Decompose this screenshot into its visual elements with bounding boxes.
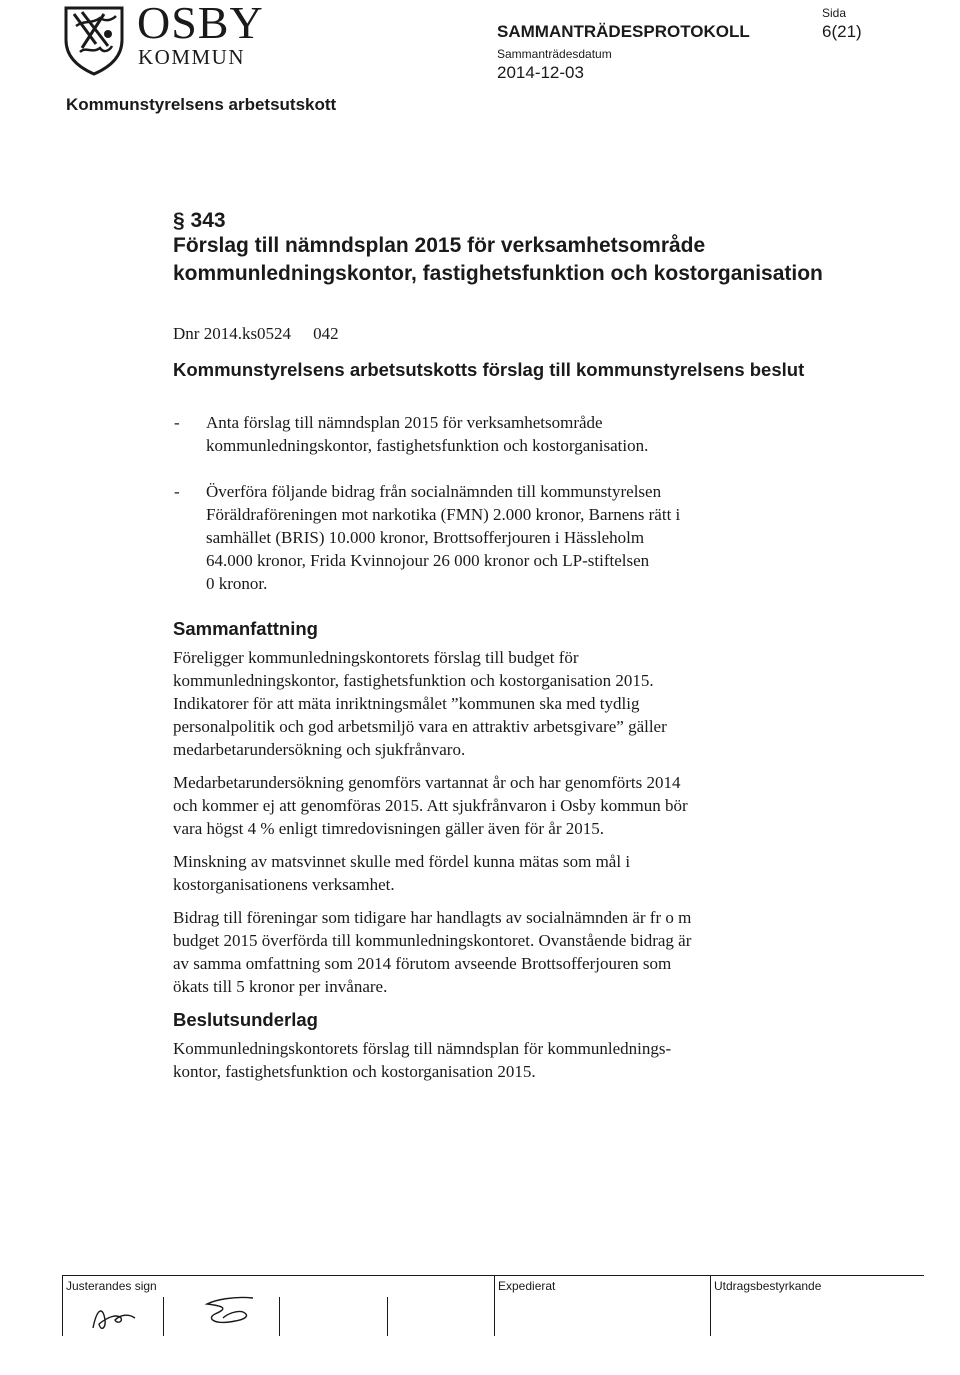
list-item	[173, 480, 813, 595]
text-line: Föreligger kommunledningskontorets förslag till budget för	[173, 648, 579, 667]
signature-footer	[62, 1275, 924, 1336]
text-line: Föräldraföreningen mot narkotika (FMN) 2.000 kronor, Barnens rätt i	[206, 505, 681, 524]
summary-paragraph	[173, 646, 793, 761]
paragraph-number: § 343	[173, 209, 226, 232]
summary-paragraph	[173, 850, 793, 896]
text-line: av samma omfattning som 2014 förutom avseende Brottsofferjouren som	[173, 954, 672, 973]
logo-wordmark: OSBY	[137, 0, 264, 48]
text-line: Anta förslag till nämndsplan 2015 för verksamhetsområde	[206, 413, 603, 432]
extract-cell	[710, 1276, 925, 1336]
text-line: medarbetarundersökning och sjukfrånvaro.	[173, 740, 466, 759]
summary-paragraph	[173, 771, 793, 840]
extract-label: Utdragsbestyrkande	[714, 1279, 822, 1293]
text-line: vara högst 4 % enligt timredovisningen gäller även för år 2015.	[173, 819, 605, 838]
text-line: kostorganisationens verksamhet.	[173, 875, 395, 894]
decision-list	[173, 411, 813, 595]
sent-label: Expedierat	[498, 1279, 556, 1293]
summary-paragraph	[173, 906, 793, 998]
list-bullet: -	[174, 413, 180, 432]
document-type: SAMMANTRÄDESPROTOKOLL	[497, 22, 750, 41]
text-line: kommunledningskontor, fastighetsfunktion och kostorganisation 2015.	[173, 671, 654, 690]
text-line: Minskning av matsvinnet skulle med fördel kunna mätas som mål i	[173, 852, 631, 871]
municipal-coat-of-arms-icon	[62, 4, 126, 76]
case-number	[173, 324, 339, 344]
summary-heading: Sammanfattning	[173, 618, 318, 639]
text-line: kommunledningskontor, fastighetsfunktion och kostorganisation.	[206, 436, 649, 455]
signatures-label: Justerandes sign	[66, 1279, 157, 1293]
text-line: personalpolitik och god arbetsmiljö vara en attraktiv arbetsgivare” gäller	[173, 717, 667, 736]
text-line: budget 2015 överförda till kommunledningskontoret. Ovanstående bidrag är	[173, 931, 692, 950]
basis-heading: Beslutsunderlag	[173, 1009, 318, 1030]
text-line: och kommer ej att genomföras 2015. Att sjukfrånvaron i Osby kommun bör	[173, 796, 688, 815]
signature-mark	[87, 1298, 147, 1334]
text-line: 0 kronor.	[206, 574, 268, 593]
text-line: Medarbetarundersökning genomförs vartannat år och har genomförts 2014	[173, 773, 681, 792]
page-title: Förslag till nämndsplan 2015 för verksamhetsområde kommunledningskontor, fastighetsfunktion och kostorganisation	[173, 234, 823, 285]
meeting-date: 2014-12-03	[497, 63, 584, 82]
signature-divider	[387, 1297, 388, 1336]
text-line: Bidrag till föreningar som tidigare har handlagts av socialnämnden är fr o m	[173, 908, 692, 927]
page-label: Sida	[822, 6, 847, 20]
meeting-date-label: Sammanträdesdatum	[497, 47, 612, 61]
page-number: 6(21)	[822, 22, 862, 41]
logo-subtitle: KOMMUN	[138, 45, 246, 69]
signatures-cell	[62, 1276, 495, 1336]
basis-paragraph	[173, 1037, 793, 1083]
list-item	[173, 411, 813, 457]
text-line: Kommunledningskontorets förslag till nämndsplan för kommunlednings-	[173, 1039, 672, 1058]
text-line: Indikatorer för att mäta inriktningsmålet ”kommunen ska med tydlig	[173, 694, 640, 713]
signature-mark	[193, 1294, 273, 1328]
text-line: Överföra följande bidrag från socialnämnden till kommunstyrelsen	[206, 482, 662, 501]
sent-cell	[494, 1276, 711, 1336]
proposal-heading: Kommunstyrelsens arbetsutskotts förslag till kommunstyrelsens beslut	[173, 359, 805, 380]
text-line: 64.000 kronor, Frida Kvinnojour 26 000 kronor och LP-stiftelsen	[206, 551, 650, 570]
signature-divider	[163, 1297, 164, 1336]
text-line: samhället (BRIS) 10.000 kronor, Brottsofferjouren i Hässleholm	[206, 528, 645, 547]
text-line: kontor, fastighetsfunktion och kostorganisation 2015.	[173, 1062, 536, 1081]
committee-name: Kommunstyrelsens arbetsutskott	[66, 95, 337, 114]
list-bullet: -	[174, 482, 180, 501]
signature-divider	[279, 1297, 280, 1336]
text-line: ökats till 5 kronor per invånare.	[173, 977, 388, 996]
case-number-label: Dnr 2014.ks0524	[173, 324, 292, 343]
case-number-code: 042	[313, 324, 339, 343]
